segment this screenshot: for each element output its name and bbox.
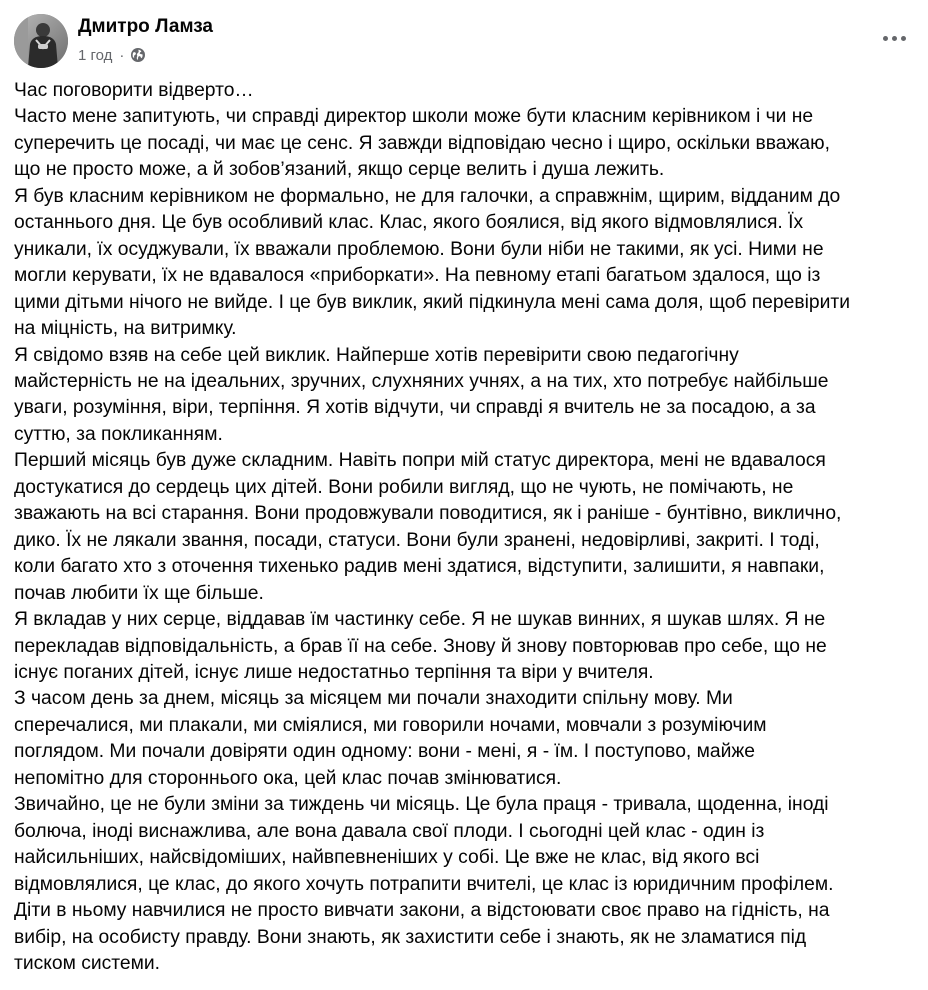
text-line: болюча, іноді виснажлива, але вона давала свої плоди. І сьогодні цей клас - один із bbox=[14, 820, 765, 842]
more-options-dot bbox=[901, 36, 906, 41]
paragraph-3 bbox=[14, 184, 914, 343]
text-line: майстерність не на ідеальних, зручних, слухняних учнях, а на тих, хто потребує найбільше bbox=[14, 370, 829, 392]
text-line: тиском системи. bbox=[14, 952, 161, 974]
text-line: Діти в ньому навчилися не просто вивчати закони, а відстоювати своє право на гідність, на bbox=[14, 900, 830, 922]
text-line: непомітно для стороннього ока, цей клас почав змінюватися. bbox=[14, 767, 562, 789]
paragraph-6 bbox=[14, 607, 914, 686]
text-line: вибір, на особисту правду. Вони знають, як захистити себе і знають, як не зламатися під bbox=[14, 926, 807, 948]
paragraph-8 bbox=[14, 792, 914, 977]
text-line: останнього дня. Це був особливий клас. Клас, якого боялися, від якого відмовлялися. Їх bbox=[14, 212, 804, 234]
text-line: перекладав відповідальність, а брав її на себе. Знову й знову повторював про себе, що не bbox=[14, 635, 827, 657]
text-line: могли керувати, їх не вдавалося «приборкати». На певному етапі багатьом здалося, що із bbox=[14, 265, 821, 287]
post-meta bbox=[78, 45, 146, 65]
text-line: Я свідомо взяв на себе цей виклик. Найперше хотів перевірити свою педагогічну bbox=[14, 344, 739, 366]
meta-separator: · bbox=[119, 46, 125, 64]
text-line: Час поговорити відверто… bbox=[14, 80, 254, 101]
text-line: Звичайно, це не були зміни за тиждень чи місяць. Це була праця - тривала, щоденна, іноді bbox=[14, 794, 829, 816]
paragraph-7 bbox=[14, 686, 914, 792]
more-options-button[interactable] bbox=[876, 26, 912, 50]
text-line: що не просто може, а й зобов’язаний, якщо серце велить і душа лежить. bbox=[14, 159, 665, 181]
text-line: поглядом. Ми почали довіряти один одному: вони - мені, я - їм. І поступово, майже bbox=[14, 741, 755, 763]
text-line: суперечить це посаді, чи має це сенс. Я завжди відповідаю чесно і щиро, оскільки вважаю, bbox=[14, 132, 830, 154]
more-options-icon bbox=[883, 36, 888, 41]
text-line: зважають на всі старання. Вони продовжували поводитися, як і раніше - бунтівно, виклично, bbox=[14, 503, 842, 525]
text-line: на міцність, на витримку. bbox=[14, 318, 237, 340]
text-line: почав любити їх ще більше. bbox=[14, 582, 264, 604]
more-options-dot bbox=[892, 36, 897, 41]
text-line: З часом день за днем, місяць за місяцем ми почали знаходити спільну мову. Ми bbox=[14, 688, 733, 710]
author-name[interactable]: Дмитро Ламза bbox=[78, 16, 214, 37]
text-line: цими дітьми нічого не вийде. І це був виклик, який підкинула мені сама доля, щоб перевірити bbox=[14, 291, 850, 313]
post-time[interactable]: 1 год bbox=[78, 46, 113, 64]
text-line: існує поганих дітей, існує лише недостатньо терпіння та віри у вчителя. bbox=[14, 661, 654, 683]
text-line: коли багато хто з оточення тихенько радив мені здатися, відступити, залишити, я навпаки, bbox=[14, 556, 825, 578]
post-header bbox=[12, 12, 916, 70]
author-avatar[interactable] bbox=[14, 14, 68, 68]
text-line: Перший місяць був дуже складним. Навіть попри мій статус директора, мені не вдавалося bbox=[14, 450, 826, 472]
paragraph-1 bbox=[14, 78, 914, 104]
text-line: Я вкладав у них серце, віддавав їм частинку себе. Я не шукав винних, я шукав шлях. Я не bbox=[14, 609, 826, 631]
paragraph-5 bbox=[14, 448, 914, 607]
globe-icon[interactable] bbox=[130, 47, 146, 63]
paragraph-2 bbox=[14, 104, 914, 183]
avatar-photo-icon bbox=[14, 14, 68, 68]
paragraph-4 bbox=[14, 343, 914, 449]
text-line: уваги, розуміння, віри, терпіння. Я хотів відчути, чи справді я вчитель не за посадою, а за bbox=[14, 397, 816, 419]
text-line: дико. Їх не лякали звання, посади, статуси. Вони були зранені, недовірливі, закриті. І тоді, bbox=[14, 529, 820, 551]
text-line: достукатися до сердець цих дітей. Вони робили вигляд, що не чують, не помічають, не bbox=[14, 476, 794, 498]
text-line: Часто мене запитують, чи справді директор школи може бути класним керівником і чи не bbox=[14, 106, 814, 128]
text-line: Я був класним керівником не формально, не для галочки, а справжнім, щирим, відданим до bbox=[14, 185, 841, 207]
text-line: суттю, за покликанням. bbox=[14, 423, 223, 445]
text-line: уникали, їх осуджували, їх вважали проблемою. Вони були ніби не такими, як усі. Ними не bbox=[14, 238, 824, 260]
text-line: сперечалися, ми плакали, ми сміялися, ми говорили ночами, мовчали з розуміючим bbox=[14, 714, 767, 736]
text-line: найсильніших, найсвідоміших, найвпевненіших у собі. Це вже не клас, від якого всі bbox=[14, 847, 760, 869]
text-line: відмовлялися, це клас, до якого хочуть потрапити вчителі, це клас із юридичним профілем. bbox=[14, 873, 834, 895]
post-text bbox=[14, 78, 914, 977]
